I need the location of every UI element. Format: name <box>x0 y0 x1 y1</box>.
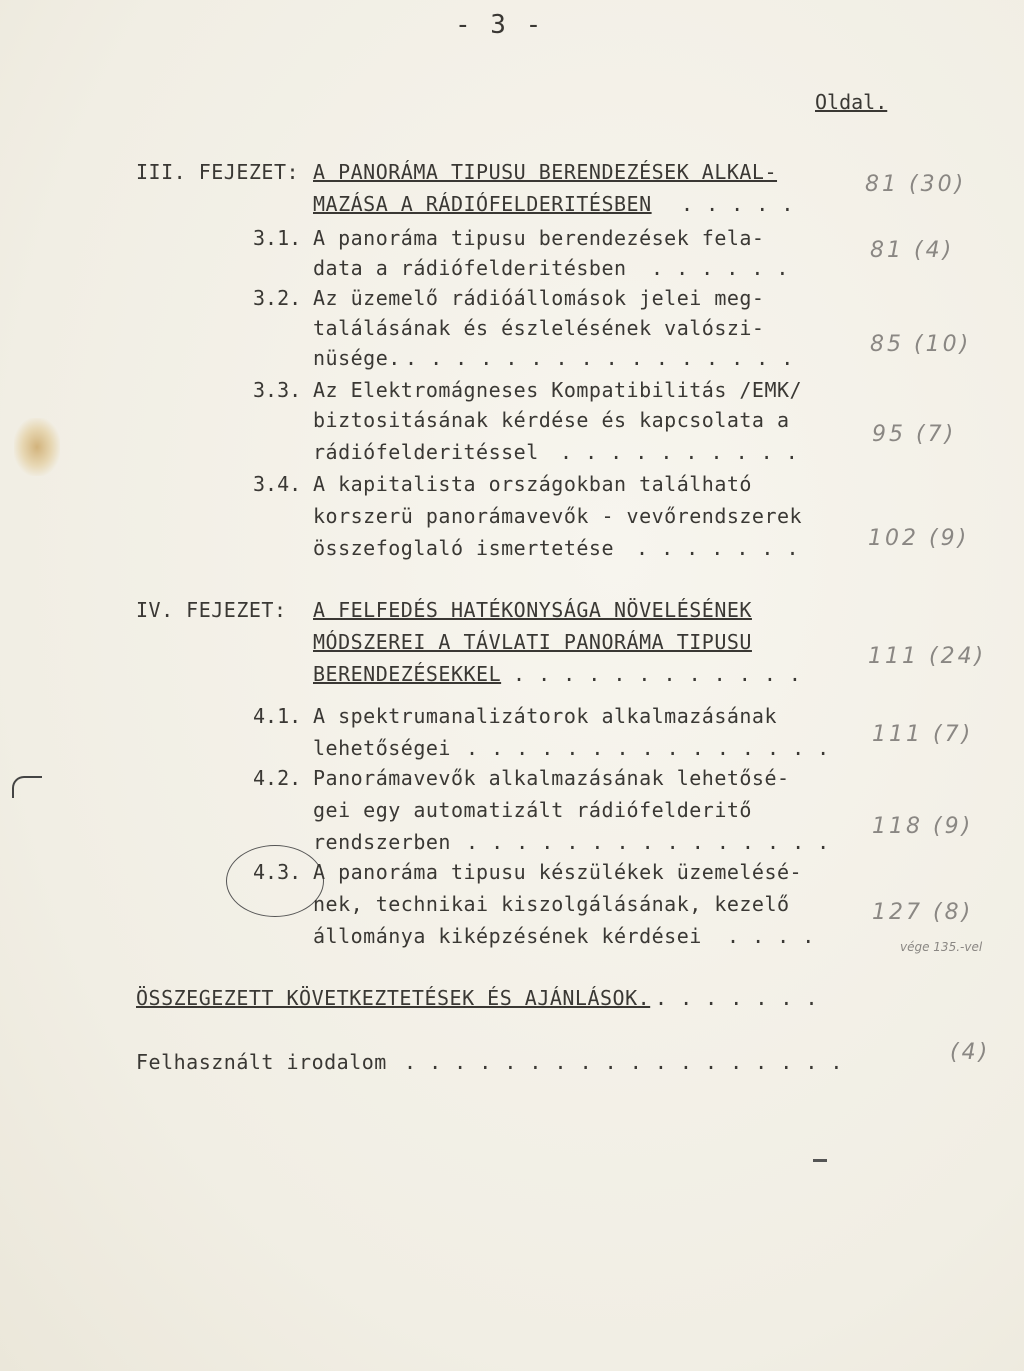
handwritten-page-ref: 127 (8) <box>872 900 974 925</box>
page-column-header: Oldal. <box>815 90 888 114</box>
section-3-1-line-1: A panoráma tipusu berendezések fela- <box>313 226 765 250</box>
section-4-1-line-2: lehetőségei <box>313 736 451 760</box>
chapter-4-title-line-2: MÓDSZEREI A TÁVLATI PANORÁMA TIPUSU <box>313 630 752 654</box>
section-4-2-line-2: gei egy automatizált rádiófelderitő <box>313 798 752 822</box>
section-4-3-line-3: állománya kiképzésének kérdései <box>313 924 702 948</box>
section-3-3-line-1: Az Elektromágneses Kompatibilitás /EMK/ <box>313 378 803 402</box>
toc-leader-dots: . . . . . . . . . . . . <box>513 662 802 686</box>
toc-leader-dots: . . . . . . . <box>636 536 800 560</box>
toc-leader-dots: . . . . . . . <box>655 986 819 1010</box>
handwritten-page-ref: 85 (10) <box>870 332 972 357</box>
section-number: 4.1. <box>253 704 302 728</box>
section-number: 3.4. <box>253 472 302 496</box>
section-3-2-line-3: nüsége. <box>313 346 401 370</box>
section-3-2-line-2: találásának és észlelésének valószi- <box>313 316 765 340</box>
bibliography-entry: Felhasznált irodalom <box>136 1050 387 1074</box>
toc-leader-dots: . . . . <box>727 924 815 948</box>
handwritten-page-ref: 118 (9) <box>872 814 974 839</box>
section-4-1-line-1: A spektrumanalizátorok alkalmazásának <box>313 704 778 728</box>
chapter-4-label: IV. FEJEZET: <box>136 598 287 622</box>
toc-leader-dots: . . . . . . . . . . <box>560 440 799 464</box>
toc-leader-dots: . . . . . . . . . . . . . . . . . . <box>404 1050 843 1074</box>
handwritten-page-ref: 95 (7) <box>872 422 957 447</box>
handwritten-note: vége 135.-vel <box>900 940 983 954</box>
chapter-3-title-line-1: A PANORÁMA TIPUSU BERENDEZÉSEK ALKAL- <box>313 160 778 184</box>
toc-leader-dots: . . . . . . . . . . . . . . . <box>466 736 830 760</box>
section-number: 3.2. <box>253 286 302 310</box>
toc-leader-dots: . . . . . . . . . . . . . . . <box>466 830 830 854</box>
chapter-3-title-line-2: MAZÁSA A RÁDIÓFELDERITÉSBEN <box>313 192 652 216</box>
section-number: 3.3. <box>253 378 302 402</box>
section-3-4-line-3: összefoglaló ismertetése <box>313 536 614 560</box>
section-3-3-line-3: rádiófelderitéssel <box>313 440 539 464</box>
chapter-4-title-line-1: A FELFEDÉS HATÉKONYSÁGA NÖVELÉSÉNEK <box>313 598 752 622</box>
paper-stain <box>14 418 60 476</box>
page-number: - 3 - <box>455 10 544 40</box>
section-4-3-line-1: A panoráma tipusu készülékek üzemelésé- <box>313 860 803 884</box>
chapter-4-title-line-3: BERENDEZÉSEKKEL <box>313 662 502 686</box>
section-3-4-line-1: A kapitalista országokban található <box>313 472 752 496</box>
handwritten-page-ref: 111 (24) <box>868 644 987 669</box>
section-4-2-line-1: Panorámavevők alkalmazásának lehetősé- <box>313 766 790 790</box>
section-4-2-line-3: rendszerben <box>313 830 451 854</box>
handwritten-page-ref: 81 (30) <box>865 172 967 197</box>
punch-hole-mark <box>12 776 42 798</box>
chapter-3-label: III. FEJEZET: <box>136 160 300 184</box>
toc-leader-dots: . . . . . . . . . . . . . . . . <box>405 346 794 370</box>
section-3-2-line-1: Az üzemelő rádióállomások jelei meg- <box>313 286 765 310</box>
section-number: 3.1. <box>253 226 302 250</box>
pen-mark <box>813 1159 827 1162</box>
section-3-1-line-2: data a rádiófelderitésben <box>313 256 627 280</box>
handwritten-page-ref: 102 (9) <box>868 526 970 551</box>
handwritten-page-ref: (4) <box>950 1040 991 1065</box>
section-3-3-line-2: biztositásának kérdése és kapcsolata a <box>313 408 790 432</box>
section-number: 4.3. <box>253 860 302 884</box>
handwritten-page-ref: 111 (7) <box>872 722 974 747</box>
section-3-4-line-2: korszerü panorámavevők - vevőrendszerek <box>313 504 803 528</box>
toc-leader-dots: . . . . . <box>681 192 794 216</box>
handwritten-page-ref: 81 (4) <box>870 238 955 263</box>
section-4-3-line-2: nek, technikai kiszolgálásának, kezelő <box>313 892 790 916</box>
conclusions-heading: ÖSSZEGEZETT KÖVETKEZTETÉSEK ÉS AJÁNLÁSOK. <box>136 986 651 1010</box>
section-number: 4.2. <box>253 766 302 790</box>
toc-leader-dots: . . . . . . <box>651 256 789 280</box>
